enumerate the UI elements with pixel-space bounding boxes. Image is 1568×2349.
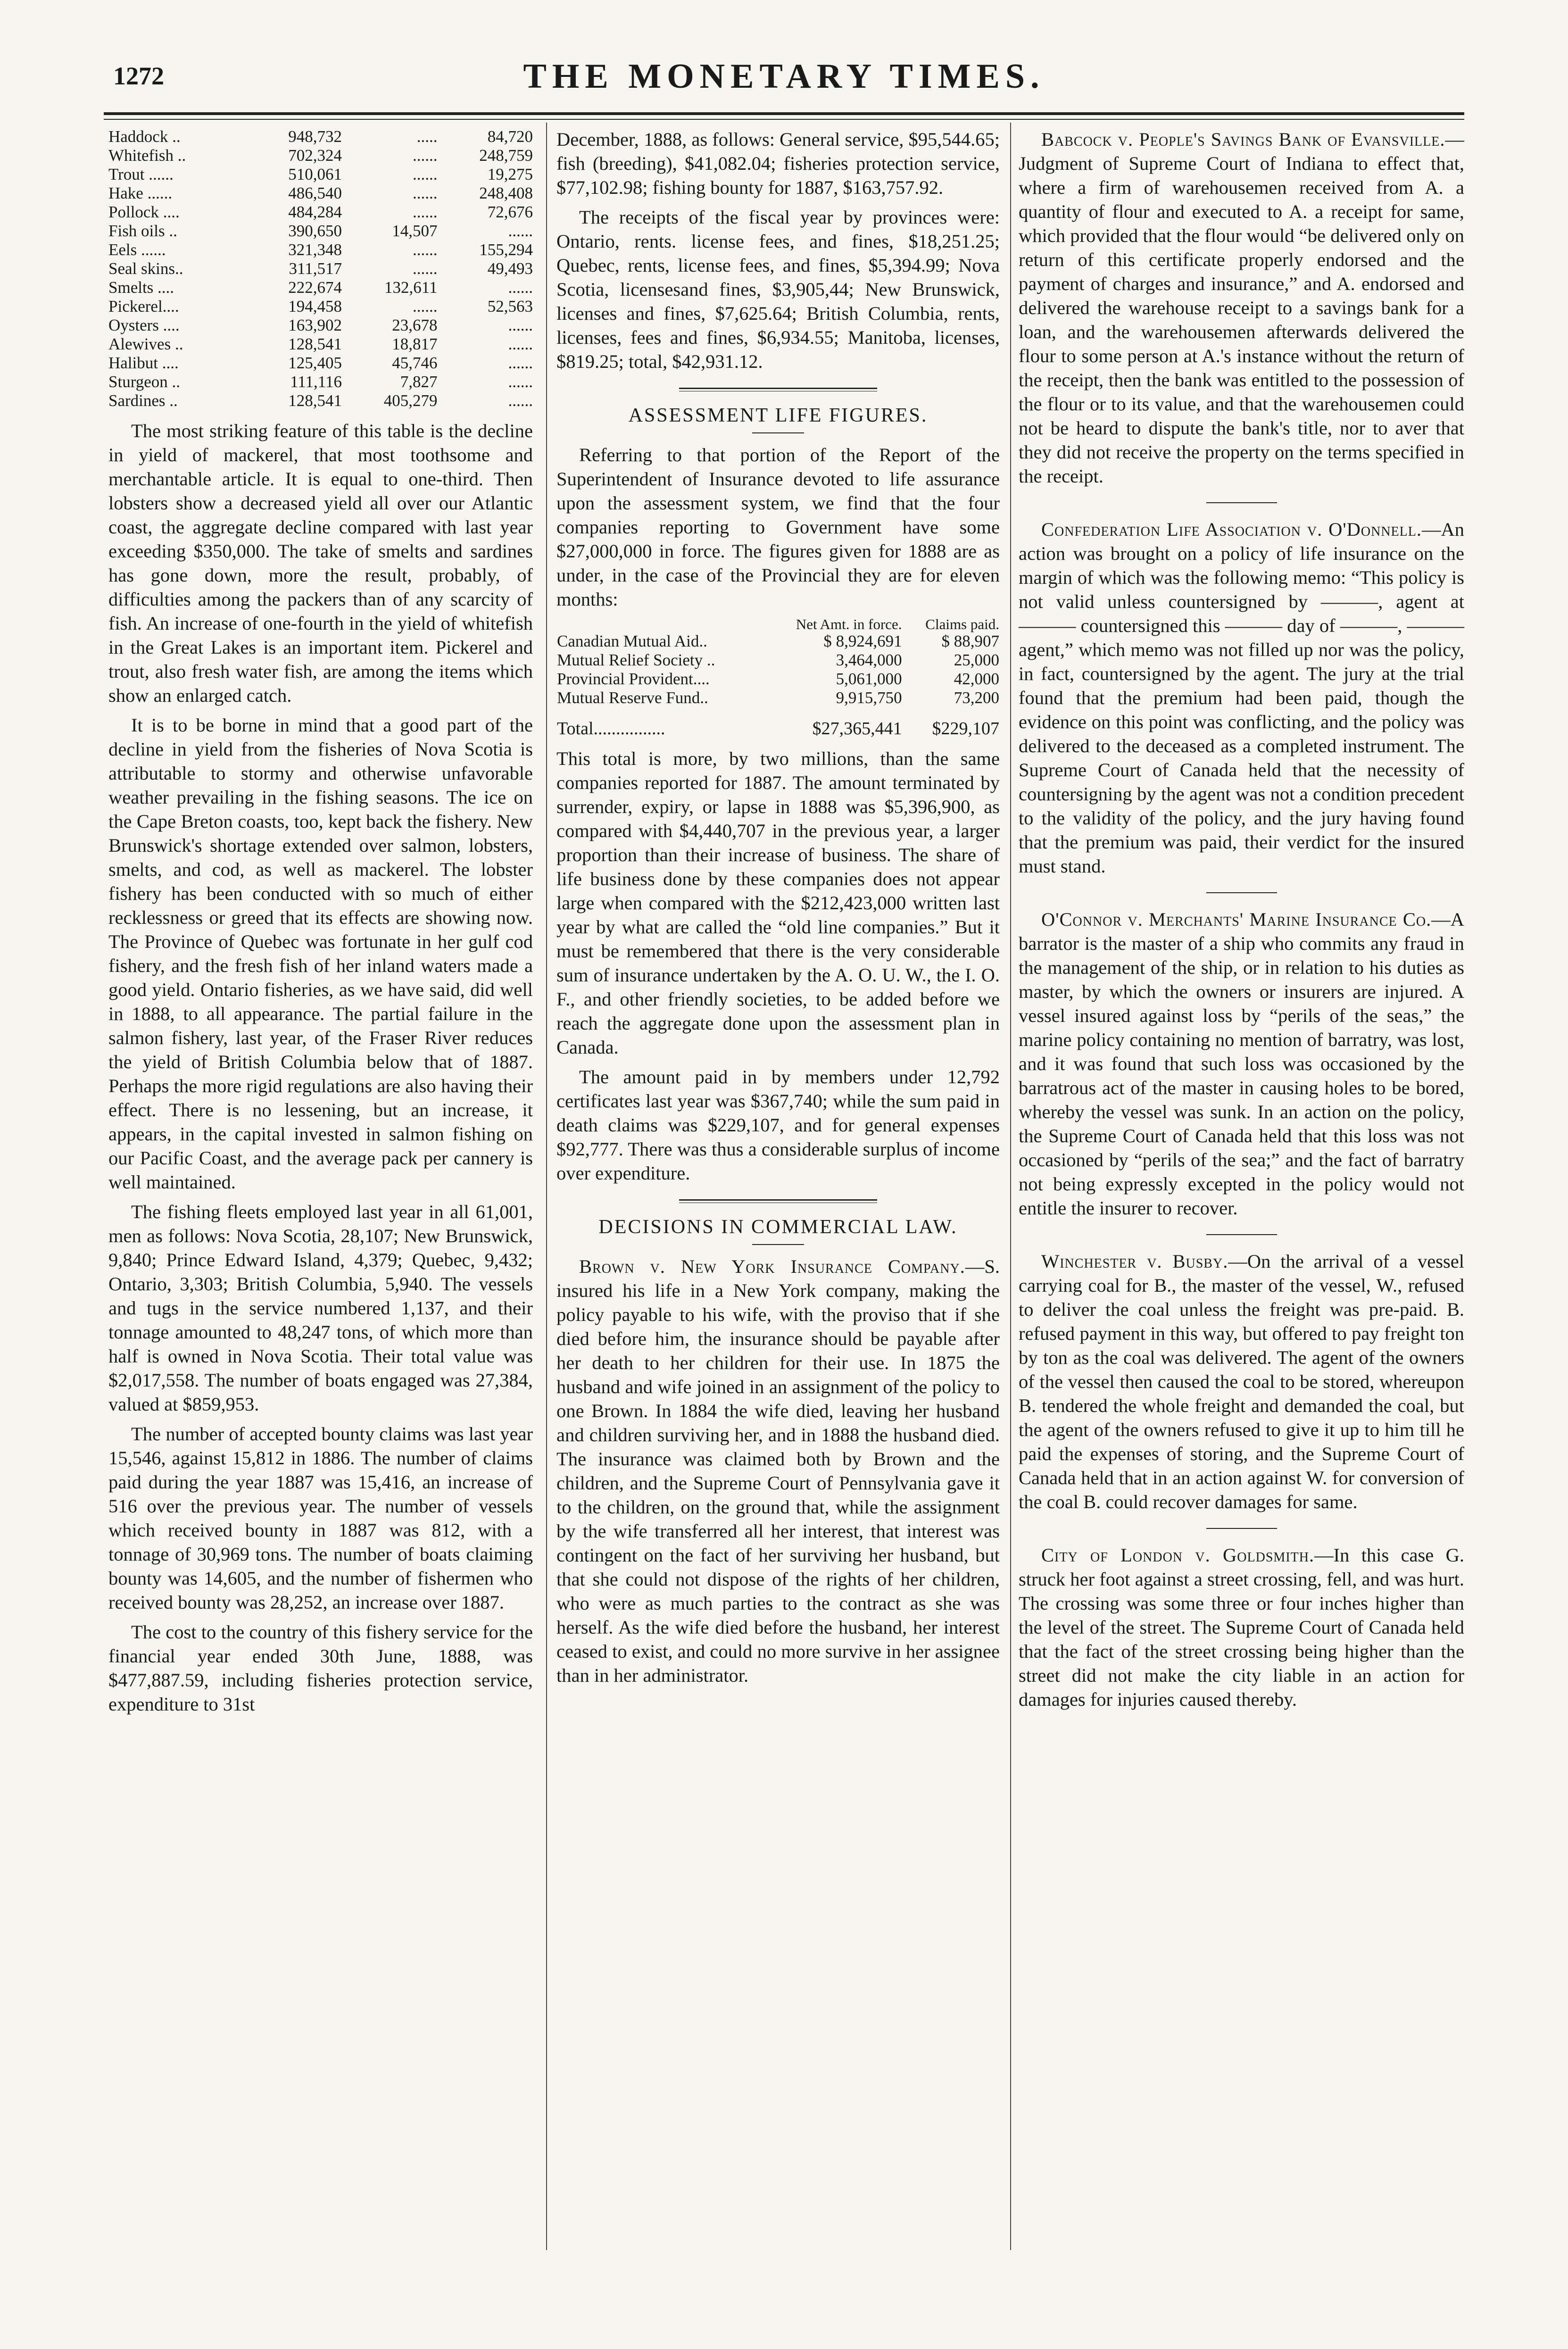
header-rule (104, 112, 1464, 115)
company-name: Provincial Provident.... (557, 670, 710, 688)
fish-value-1: 163,902 (288, 316, 342, 334)
case-title: Babcock v. People's Savings Bank of Evansville. (1041, 129, 1445, 150)
table-row (556, 689, 1000, 707)
fish-value-3: ...... (508, 373, 533, 391)
fish-value-2: 132,611 (384, 278, 438, 297)
paragraph: This total is more, by two millions, than the same companies reported for 1887. The amount terminated by surrender, expiry, or lapse in 1888 was $5,396,900, as compared with $4,440,707 in the previous year, a larger proportion than their increase of business. The share of life business done by these companies does not appear large when compared with the $212,423,000 written last year by what are called the “old line companies.” But it must be remembered that there is the very considerable sum of insurance undertaken by the A. O. U. W., the I. O. F., and other friendly societies, to be added before we reach the aggregate done upon the assessment plan in Canada. (556, 748, 1000, 1058)
company-name: Mutual Reserve Fund.. (557, 689, 708, 707)
fish-name: Seal skins.. (108, 259, 183, 278)
total-net: $27,365,441 (812, 719, 902, 739)
case-separator (1206, 892, 1277, 893)
fish-value-1: 390,650 (288, 222, 342, 240)
paragraph: The fishing fleets employed last year in all 61,001, men as follows: Nova Scotia, 28,107; New Brunswick, 9,840; Prince Edward Island, 4,379; Quebec, 9,432; Ontario, 3,303; British Columbia, 5,940. The vessels and tugs in the service numbered 1,137, and their tonnage amounted to 48,247 tons, of which more than half is owned in Nova Scotia. Their total value was $2,017,558. The number of boats engaged was 27,384, valued at $859,953. (108, 1201, 533, 1415)
table-row (108, 278, 533, 297)
fish-value-1: 702,324 (288, 146, 342, 165)
case-paragraph (1019, 907, 1464, 1220)
case-title: City of London v. Goldsmith. (1041, 1544, 1315, 1566)
table-row (556, 670, 1000, 689)
company-name: Canadian Mutual Aid.. (557, 632, 707, 650)
fish-value-1: 948,732 (288, 127, 342, 146)
case-separator (1206, 1528, 1277, 1529)
case-body: —Judgment of Supreme Court of Indiana to effect that, where a firm of warehousemen received from A. a quantity of flour and executed to A. a receipt for same, which provided that the flour would “be delivered only on return of this certificate properly endorsed and the payment of charges and insurance,” and A. endorsed and delivered the warehouse receipt to a savings bank for a loan, and the warehousemen afterwards delivered the flour to some person at A.'s instance without the return of the receipt, then the bank was entitled to the possession of the flour or to its value, and that the warehousemen could not be heard to dispute the bank's title, nor to aver that they did not receive the property on the terms specified in the receipt. (1019, 129, 1464, 487)
page-header (104, 57, 1464, 108)
fish-value-1: 486,540 (288, 184, 342, 202)
section-heading-decisions: DECISIONS IN COMMERCIAL LAW. (598, 1216, 958, 1238)
fish-name: Hake ...... (108, 184, 173, 202)
section-divider (679, 1199, 877, 1203)
column-divider (546, 123, 547, 2250)
fish-value-2: 45,746 (392, 354, 438, 372)
fish-name: Eels ...... (108, 241, 166, 259)
net-amount: 9,915,750 (836, 689, 902, 707)
assessment-table (556, 617, 1000, 738)
table-row (108, 354, 533, 373)
table-row (108, 297, 533, 316)
table-row (108, 316, 533, 335)
fish-yield-table (108, 127, 533, 410)
fish-value-1: 111,116 (290, 373, 342, 391)
table-total-row (556, 707, 1000, 738)
heading-rule (752, 1244, 804, 1245)
fish-value-2: 405,279 (383, 391, 438, 410)
case-body: —An action was brought on a policy of life insurance on the margin of which was the following memo: “This policy is not valid unless countersigned by ———, agent at ——— countersigned this ——— day of ———, ——— agent,” which memo was not filled up nor was the policy, in fact, countersigned by the agent. The jury at the trial found that the premium had been paid, though the evidence on this point was conflicting, and the policy was delivered to the deceased as a completed instrument. The Supreme Court of Canada held that the necessity of countersigning by the agent was not a condition precedent to the validity of the policy, and the jury having found that the premium was paid, their verdict for the insured must stand. (1019, 519, 1464, 877)
page-number: 1272 (113, 62, 164, 90)
fish-value-1: 510,061 (288, 165, 342, 183)
table-row (108, 146, 533, 165)
table-row (108, 127, 533, 146)
col-header-net: Net Amt. in force. (796, 616, 902, 632)
table-row (108, 259, 533, 278)
paragraph: It is to be borne in mind that a good part of the decline in yield from the fisheries of Nova Scotia is attributable to stormy and otherwise unfavorable weather prevailing in the fishing seasons. The ice on the Cape Breton coasts, too, kept back the fishery. New Brunswick's shortage extended over salmon, lobsters, smelts, and cod, as well as mackerel. The lobster fishery has been conducted with so much of either recklessness or greed that its effects are showing now. The Province of Quebec was fortunate in her gulf cod fishery, and the fresh fish of her inland waters made a good yield. Ontario fisheries, as we have said, did well in 1888, to all appearance. The partial failure in the salmon fishery, last year, of the Fraser River reduces the yield of British Columbia below that of 1887. Perhaps the more rigid regulations are also having their effect. There is no lessening, but an increase, it appears, in the capital invested in salmon fishing on our Pacific Coast, and the average pack per cannery is well maintained. (108, 714, 533, 1193)
net-amount: 5,061,000 (836, 670, 902, 688)
case-body: —S. insured his life in a New York company, making the policy payable to his wife, with the proviso that if she died before him, the insurance should be payable after her death to her children for their use. In 1875 the husband and wife joined in an assignment of the policy to one Brown. In 1884 the wife died, leaving her husband and children surviving her, and in 1888 the husband died. The insurance was claimed both by Brown and the children, and the Supreme Court of Pennsylvania gave it to the children, on the ground that, while the assignment by the wife transferred all her interest, that interest was contingent on the fact of her surviving her husband, but that she could not dispose of the rights of her children, who were as much parties to the contract as she was herself. As the wife died before the husband, her interest ceased to exist, and could no more survive in her assignee than in her administrator. (556, 1256, 1000, 1686)
fish-value-1: 321,348 (288, 241, 342, 259)
paragraph: The amount paid in by members under 12,792 certificates last year was $367,740; while the sum paid in death claims was $229,107, and for general expenses $92,777. There was thus a considerable surplus of income over expenditure. (556, 1066, 1000, 1184)
table-row (108, 184, 533, 203)
fish-name: Halibut .... (108, 354, 179, 372)
case-paragraph (556, 1254, 1000, 1687)
fish-value-3: 52,563 (487, 297, 533, 315)
column-2 (556, 127, 1000, 1693)
paragraph: December, 1888, as follows: General service, $95,544.65; fish (breeding), $41,082.04; fisheries protection service, $77,102.98; fishing bounty for 1887, $163,757.92. (556, 129, 1000, 198)
col-header-claims: Claims paid. (925, 616, 999, 632)
fish-value-3: ...... (508, 222, 533, 240)
fish-value-1: 125,405 (288, 354, 342, 372)
case-title: Confederation Life Association v. O'Donnell. (1041, 519, 1422, 540)
table-row (108, 391, 533, 410)
claims-paid: $ 88,907 (941, 632, 999, 650)
fish-name: Pickerel.... (108, 297, 179, 315)
table-row (108, 165, 533, 184)
fish-value-2: ...... (412, 165, 438, 183)
column-divider (1010, 123, 1011, 2250)
fish-value-2: 7,827 (400, 373, 438, 391)
fish-value-2: ...... (412, 297, 438, 315)
masthead-title: THE MONETARY TIMES. (523, 57, 1045, 96)
paragraph: The most striking feature of this table is the decline in yield of mackerel, that most toothsome and merchantable article. It is equal to one-third. Then lobsters show a decreased yield all over our Atlantic coast, the aggregate decline compared with last year exceeding $350,000. The take of smelts and sardines has gone down, more the result, probably, of difficulties among the packers than of any scarcity of fish. An increase of one-fourth in the yield of whitefish in the Great Lakes is an important item. Pickerel and trout, also fresh water fish, are among the items which show an enlarged catch. (108, 420, 533, 706)
fish-value-2: 23,678 (392, 316, 438, 334)
fish-value-1: 311,517 (289, 259, 342, 278)
fish-value-3: 84,720 (487, 127, 533, 146)
case-title: O'Connor v. Merchants' Marine Insurance Co. (1041, 909, 1432, 930)
case-title: Winchester v. Busby. (1041, 1251, 1228, 1272)
fish-value-3: 248,408 (479, 184, 533, 202)
fish-name: Trout ...... (108, 165, 174, 183)
fish-value-3: ...... (508, 278, 533, 297)
fish-name: Sturgeon .. (108, 373, 180, 391)
net-amount: $ 8,924,691 (823, 632, 902, 650)
fish-value-2: ...... (412, 203, 438, 221)
fish-value-1: 194,458 (288, 297, 342, 315)
fish-name: Sardines .. (108, 391, 178, 410)
fish-value-2: ...... (412, 146, 438, 165)
case-separator (1206, 1234, 1277, 1235)
fish-name: Whitefish .. (108, 146, 186, 165)
company-name: Mutual Relief Society .. (557, 651, 715, 669)
table-row (108, 203, 533, 222)
fish-value-3: ...... (508, 354, 533, 372)
column-1 (108, 127, 533, 1722)
fish-value-3: ...... (508, 316, 533, 334)
fish-value-3: 72,676 (487, 203, 533, 221)
fish-value-3: ...... (508, 391, 533, 410)
case-paragraph (1019, 1249, 1464, 1514)
paragraph: The cost to the country of this fishery service for the financial year ended 30th June, 1888, was $477,887.59, including fisheries protection service, expenditure to 31st (108, 1621, 533, 1715)
table-row (108, 222, 533, 241)
net-amount: 3,464,000 (836, 651, 902, 669)
fish-value-2: ...... (412, 184, 438, 202)
fish-value-2: ...... (412, 241, 438, 259)
fish-value-2: ..... (416, 127, 438, 146)
table-row (108, 241, 533, 259)
case-paragraph (1019, 1543, 1464, 1711)
total-claims: $229,107 (932, 719, 999, 739)
table-row (108, 335, 533, 354)
fish-value-3: ...... (508, 335, 533, 353)
header-rule-thin (104, 119, 1464, 120)
fish-value-1: 128,541 (288, 335, 342, 353)
case-separator (1206, 502, 1277, 503)
section-heading-assessment: ASSESSMENT LIFE FIGURES. (628, 405, 928, 426)
case-body: —In this case G. struck her foot against a street crossing, fell, and was hurt. The crossing was some three or four inches higher than the level of the street. The Supreme Court of Canada held that the fact of the street crossing being higher than the street did not make the city liable in an action for damages for injuries caused thereby. (1019, 1544, 1464, 1710)
case-paragraph (1019, 127, 1464, 488)
fish-value-2: 14,507 (392, 222, 438, 240)
heading-rule (752, 432, 804, 433)
section-divider (679, 388, 877, 391)
claims-paid: 42,000 (954, 670, 999, 688)
claims-paid: 73,200 (954, 689, 999, 707)
table-row (556, 632, 1000, 651)
column-3 (1019, 127, 1464, 1717)
fish-value-2: 18,817 (392, 335, 438, 353)
fish-value-3: 19,275 (487, 165, 533, 183)
fish-name: Alewives .. (108, 335, 183, 353)
fish-name: Fish oils .. (108, 222, 177, 240)
table-row (556, 651, 1000, 670)
total-label: Total................ (557, 719, 665, 739)
fish-name: Pollock .... (108, 203, 180, 221)
case-paragraph (1019, 517, 1464, 878)
fish-value-3: 49,493 (487, 259, 533, 278)
fish-value-3: 248,759 (479, 146, 533, 165)
table-row (108, 373, 533, 391)
case-body: —A barrator is the master of a ship who commits any fraud in the management of the ship, or in relation to his duties as master, by which the owners or insurers are injured. A vessel insured against loss by “perils of the seas,” the marine policy containing no mention of barratry, was lost, and it was found that such loss was occasioned by the barratrous act of the master in causing holes to be bored, whereby the vessel was sunk. In an action on the policy, the Supreme Court of Canada held that this loss was not occasioned by “perils of the sea;” and the fact of barratry not being expressly excepted in the policy would not entitle the insurer to recover. (1019, 909, 1464, 1219)
claims-paid: 25,000 (954, 651, 999, 669)
case-title: Brown v. New York Insurance Company. (579, 1256, 965, 1277)
fish-value-2: ...... (412, 259, 438, 278)
fish-value-1: 484,284 (288, 203, 342, 221)
paragraph: The receipts of the fiscal year by provinces were: Ontario, rents. license fees, and fines, $18,251.25; Quebec, rents, license fees, and fines, $5,394.99; Nova Scotia, licensesand fines, $3,905,44; New Brunswick, licenses and fines, $7,625.64; British Columbia, rents, licenses, fees and fines, $6,934.55; Manitoba, licenses, $819.25; total, $42,931.12. (556, 207, 1000, 372)
fish-name: Smelts .... (108, 278, 174, 297)
case-body: —On the arrival of a vessel carrying coal for B., the master of the vessel, W., refused to deliver the coal unless the freight was pre-paid. B. refused payment in this way, but offered to pay freight ton by ton as the coal was delivered. The agent of the owners of the vessel then caused the coal to be stored, whereupon B. tendered the whole freight and demanded the coal, but the agent of the owners refused to give it up to him till he paid the expenses of storing, and the Supreme Court of Canada held that in an action against W. for conversion of the coal B. could recover damages for same. (1019, 1251, 1464, 1512)
fish-value-3: 155,294 (479, 241, 533, 259)
fish-name: Haddock .. (108, 127, 181, 146)
paragraph: The number of accepted bounty claims was last year 15,546, against 15,812 in 1886. The number of claims paid during the year 1887 was 15,416, an increase of 516 over the previous year. The number of vessels which received bounty in 1887 was 812, with a tonnage of 30,969 tons. The number of boats claiming bounty was 14,605, and the number of fishermen who received bounty was 28,252, an increase over 1887. (108, 1423, 533, 1613)
fish-value-1: 222,674 (288, 278, 342, 297)
fish-value-1: 128,541 (288, 391, 342, 410)
fish-name: Oysters .... (108, 316, 180, 334)
paragraph: Referring to that portion of the Report of the Superintendent of Insurance devoted to life assurance upon the assessment system, we find that the four companies reporting to Government have some $27,000,000 in force. The figures given for 1888 are as under, in the case of the Provincial they are for eleven months: (556, 444, 1000, 610)
